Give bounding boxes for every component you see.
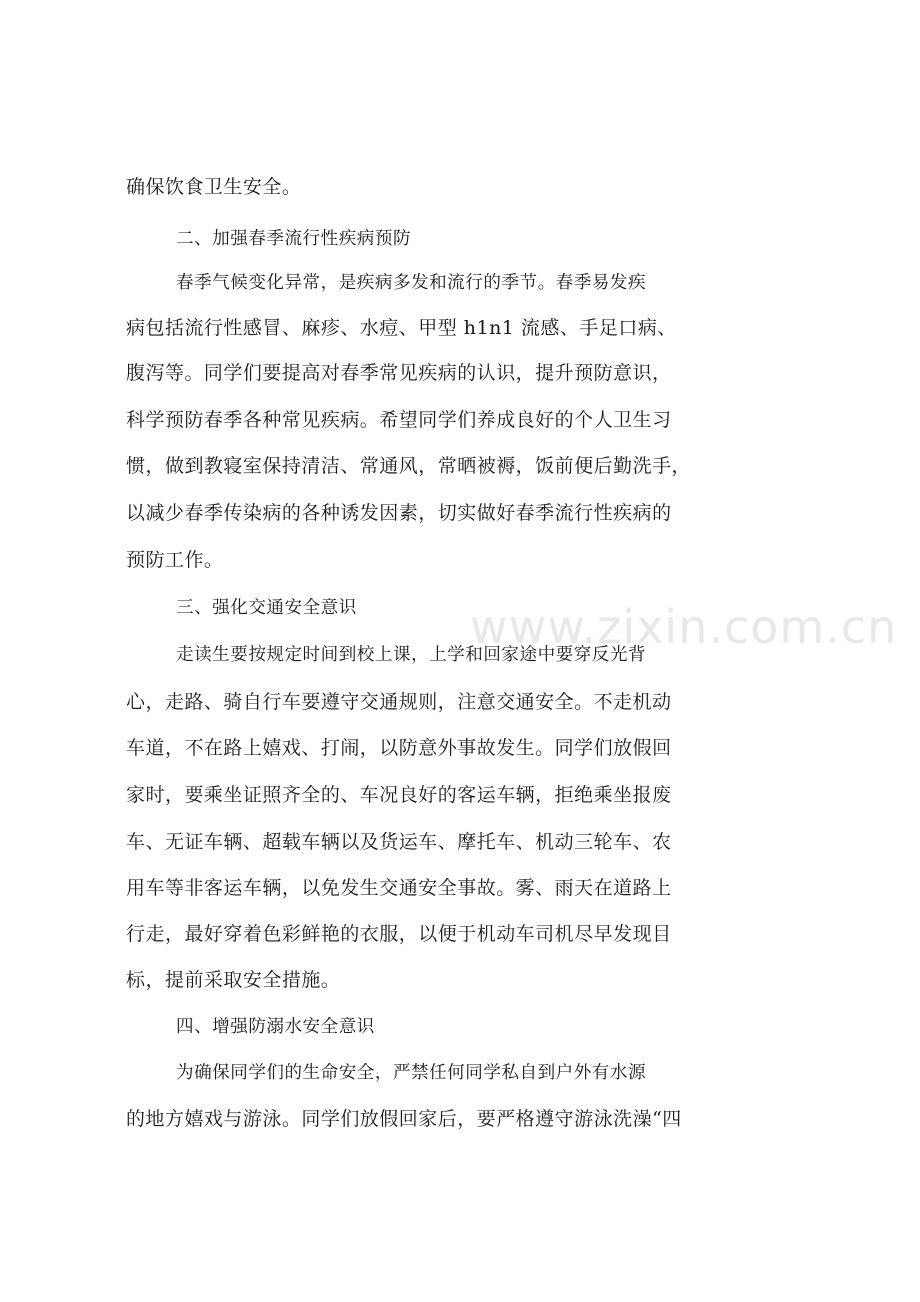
body-text-line: 用车等非客运车辆，以免发生交通安全事故。雾、雨天在道路上 [126, 877, 672, 899]
body-text-line: 以减少春季传染病的各种诱发因素，切实做好春季流行性疾病的 [126, 502, 672, 524]
paragraph-first-line: 为确保同学们的生命安全，严禁任何同学私自到户外有水源 [176, 1063, 647, 1083]
body-text-line: 心，走路、骑自行车要遵守交通规则，注意交通安全。不走机动 [126, 691, 672, 713]
body-text-line: 车道，不在路上嬉戏、打闹，以防意外事故发生。同学们放假回 [126, 737, 672, 759]
body-text-line: 行走，最好穿着色彩鲜艳的衣服，以便于机动车司机尽早发现目 [126, 923, 672, 945]
section-heading: 三、强化交通安全意识 [176, 598, 357, 618]
paragraph-first-line: 春季气候变化异常，是疾病多发和流行的季节。春季易发疾 [176, 273, 647, 293]
section-heading: 二、加强春季流行性疾病预防 [176, 229, 412, 249]
body-text-line: 腹泻等。同学们要提高对春季常见疾病的认识，提升预防意识， [126, 362, 672, 384]
body-text-line: 家时，要乘坐证照齐全的、车况良好的客运车辆，拒绝乘坐报废 [126, 784, 672, 806]
body-text-line: 科学预防春季各种常见疾病。希望同学们养成良好的个人卫生习 [126, 409, 672, 431]
body-text-line: 预防工作。 [126, 549, 224, 571]
watermark: www.zixin.com.cn [470, 600, 898, 654]
body-text-line: 的地方嬉戏与游泳。同学们放假回家后，要严格遵守游泳洗澡“四 [126, 1108, 682, 1130]
body-text-line: 标，提前采取安全措施。 [126, 969, 341, 991]
section-heading: 四、增强防溺水安全意识 [176, 1017, 375, 1037]
body-text-line: 车、无证车辆、超载车辆以及货运车、摩托车、机动三轮车、农 [126, 831, 672, 853]
body-text-line: 惯，做到教寝室保持清洁、常通风，常晒被褥，饭前便后勤洗手， [126, 455, 692, 477]
body-text-line: 确保饮食卫生安全。 [126, 176, 302, 198]
body-text-line: 病包括流行性感冒、麻疹、水痘、甲型 h1n1 流感、手足口病、 [126, 317, 677, 339]
paragraph-first-line: 走读生要按规定时间到校上课，上学和回家途中要穿反光背 [176, 645, 647, 665]
